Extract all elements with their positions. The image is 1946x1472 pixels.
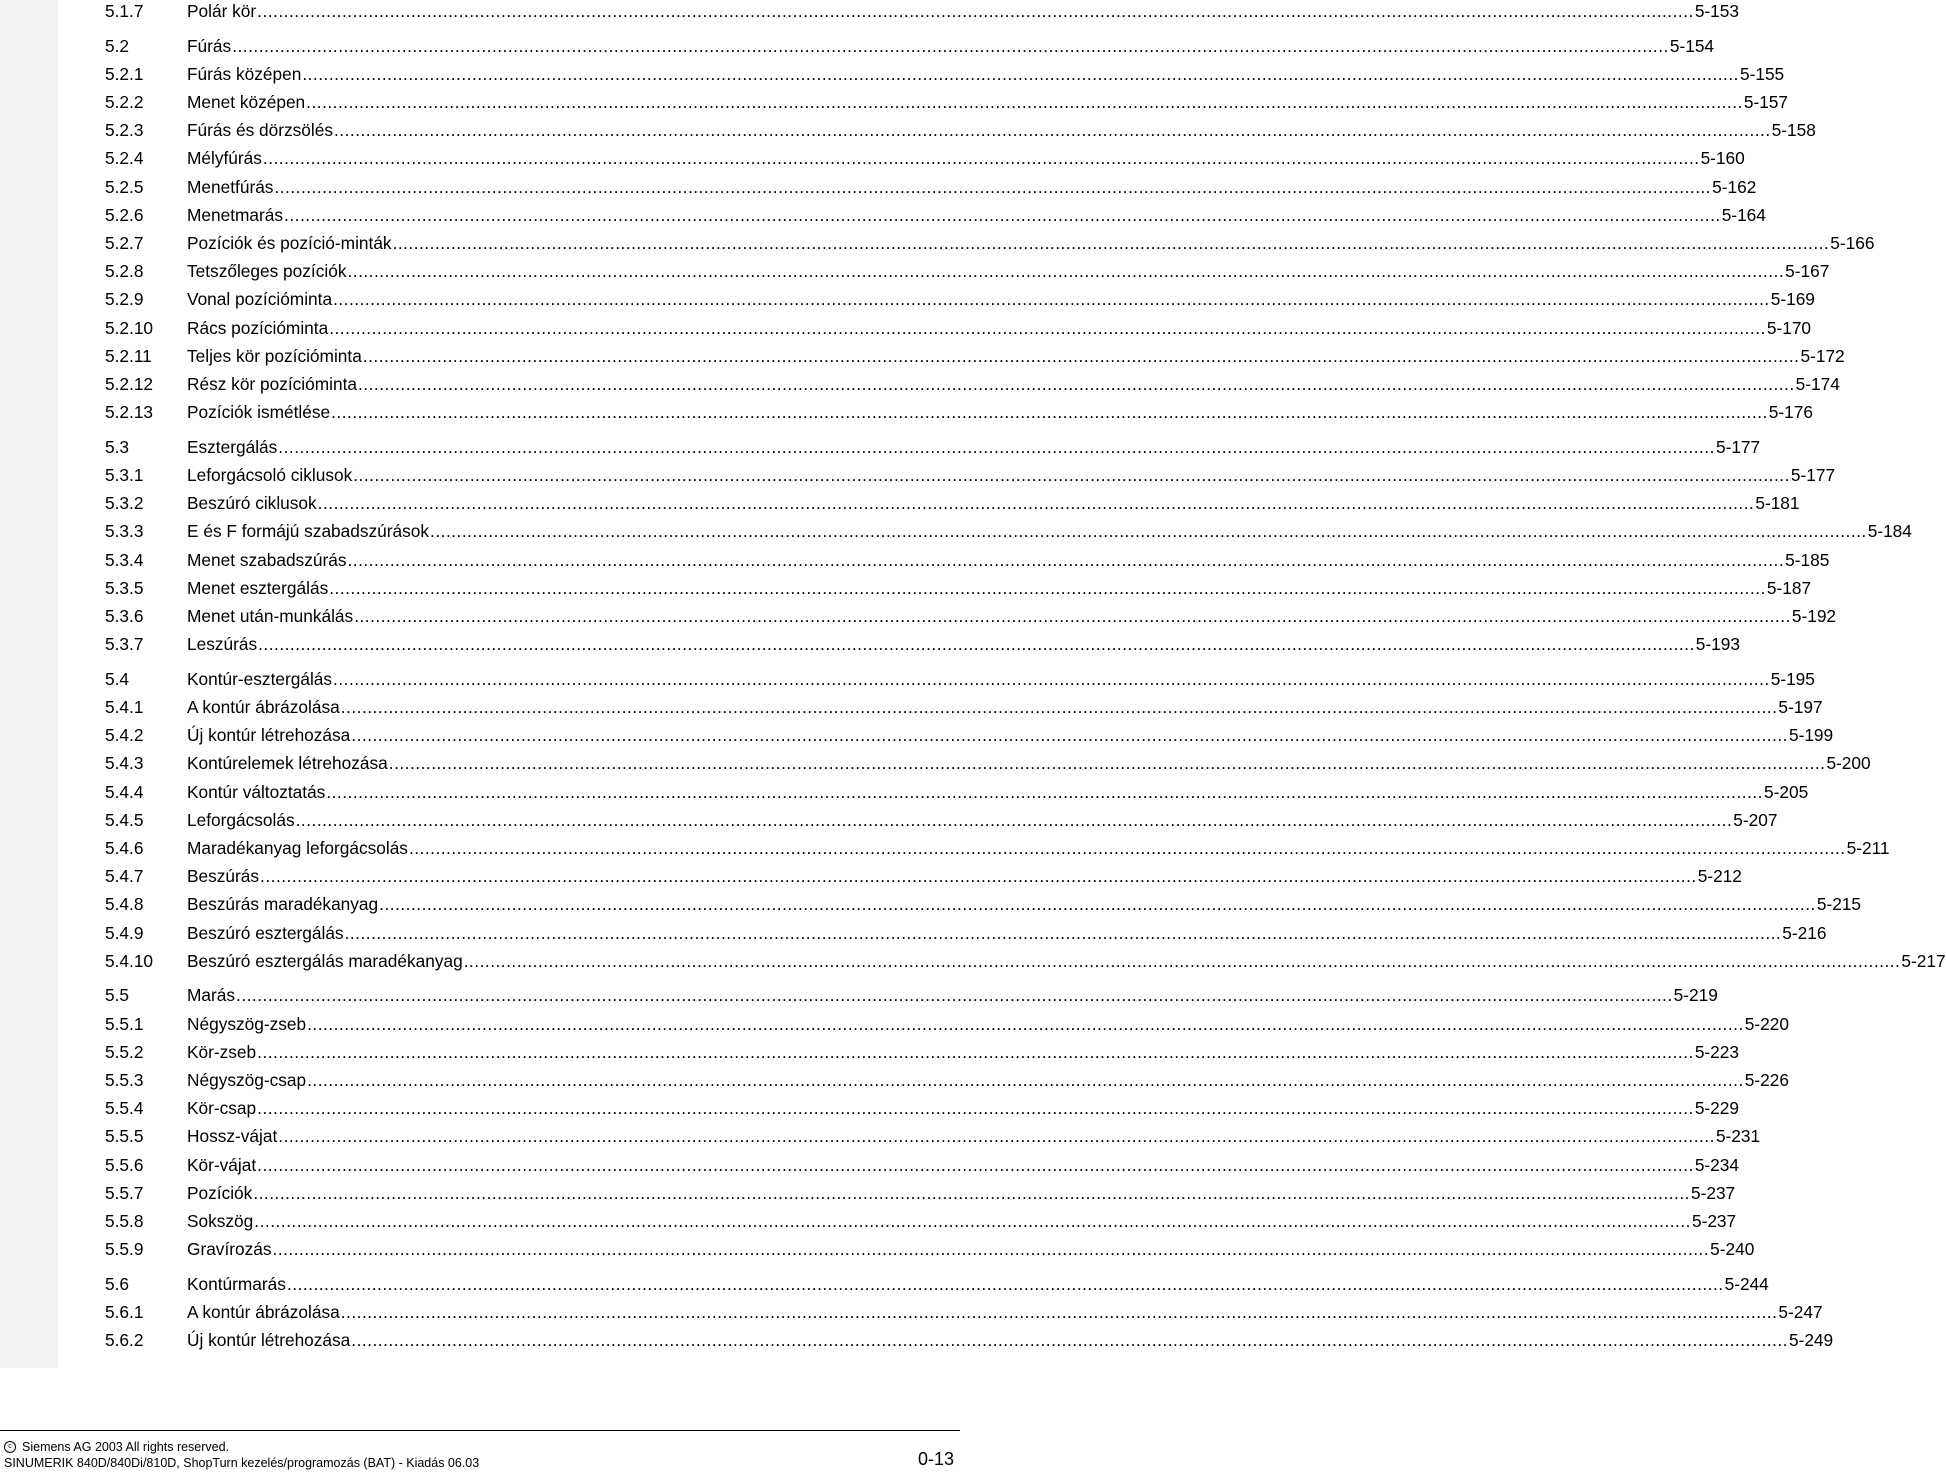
toc-entry[interactable]	[105, 985, 1718, 1013]
toc-entry[interactable]	[105, 261, 1830, 289]
toc-entry-number: 5.4	[105, 668, 130, 689]
toc-entry[interactable]	[105, 725, 1834, 753]
toc-entry-number: 5.1.7	[105, 1, 144, 21]
toc-entry-page: 5-197	[1778, 697, 1823, 717]
toc-entry-number: 5.4.2	[105, 725, 144, 746]
toc-entry-page: 5-217	[1901, 950, 1946, 971]
toc-entry-page: 5-205	[1763, 781, 1809, 802]
toc-entry-title: Leforgácsolás	[187, 809, 295, 830]
toc-entry-page: 5-231	[1715, 1126, 1761, 1147]
toc-entry-number: 5.2.3	[105, 120, 144, 141]
toc-entry[interactable]	[105, 837, 1890, 866]
toc-entry-number: 5.3.3	[105, 521, 144, 542]
toc-entry-title: Pozíciók és pozíció-minták	[187, 233, 392, 253]
toc-entry-page: 5-237	[1691, 1210, 1737, 1231]
toc-dot-leader	[358, 374, 1795, 395]
toc-entry-number: 5.6.1	[105, 1301, 144, 1322]
toc-entry[interactable]	[105, 317, 1812, 346]
toc-entry[interactable]	[105, 1, 1740, 29]
toc-entry[interactable]	[105, 521, 1912, 549]
toc-entry-number: 5.2.7	[105, 233, 144, 253]
toc-dot-leader	[257, 1, 1694, 22]
toc-entry-number: 5.3.6	[105, 605, 144, 626]
toc-entry-page: 5-155	[1739, 63, 1785, 84]
footer-copyright	[4, 1440, 229, 1454]
toc-dot-leader	[329, 318, 1766, 339]
toc-entry-number: 5.2.10	[105, 317, 154, 338]
toc-dot-leader	[302, 64, 1739, 85]
toc-entry[interactable]	[105, 1126, 1761, 1154]
footer-divider	[0, 1430, 960, 1431]
toc-entry-number: 5.4.3	[105, 753, 144, 774]
toc-dot-leader	[306, 92, 1743, 113]
toc-dot-leader	[331, 402, 1768, 423]
toc-entry-page: 5-174	[1795, 373, 1840, 394]
toc-entry-number: 5.2.11	[105, 345, 152, 366]
toc-entry-number: 5.2.12	[105, 373, 154, 394]
toc-entry[interactable]	[105, 402, 1813, 430]
toc-dot-leader	[379, 894, 1816, 915]
toc-entry-number: 5.4.7	[105, 866, 144, 887]
toc-entry-title: E és F formájú szabadszúrások	[187, 521, 430, 542]
toc-entry-title: Menet után-munkálás	[187, 605, 354, 626]
toc-entry[interactable]	[105, 1239, 1755, 1267]
toc-dot-leader	[307, 1070, 1744, 1091]
copyright-text: Siemens AG 2003 All rights reserved.	[22, 1440, 230, 1454]
toc-entry-page: 5-212	[1697, 866, 1742, 887]
toc-entry-page: 5-177	[1790, 465, 1836, 485]
toc-entry-page: 5-219	[1673, 985, 1718, 1006]
toc-entry-title: Menet esztergálás	[187, 577, 329, 598]
toc-entry[interactable]	[105, 950, 1946, 979]
toc-entry-page: 5-176	[1768, 402, 1813, 423]
toc-entry[interactable]	[105, 176, 1757, 205]
toc-dot-leader	[333, 289, 1770, 310]
toc-dot-leader	[351, 725, 1788, 746]
toc-entry-title: Leforgácsoló ciklusok	[187, 465, 353, 485]
toc-entry[interactable]	[105, 35, 1715, 64]
toc-entry[interactable]	[105, 465, 1836, 493]
toc-entry-title: Gravírozás	[187, 1239, 272, 1260]
toc-entry-number: 5.3	[105, 436, 130, 457]
toc-entry-number: 5.2	[105, 35, 130, 56]
toc-entry-number: 5.4.9	[105, 922, 144, 943]
toc-entry-page: 5-220	[1744, 1013, 1789, 1034]
toc-entry[interactable]	[105, 894, 1862, 922]
toc-dot-leader	[393, 233, 1830, 254]
toc-entry-title: Menetmarás	[187, 204, 284, 225]
toc-entry-page: 5-170	[1766, 317, 1812, 338]
toc-entry-page: 5-192	[1791, 605, 1837, 626]
toc-entry-number: 5.4.6	[105, 837, 144, 858]
toc-entry-page: 5-177	[1715, 436, 1761, 457]
toc-entry-number: 5.5.6	[105, 1154, 144, 1175]
toc-entry-number: 5.3.7	[105, 634, 144, 655]
toc-entry-page: 5-207	[1733, 809, 1778, 830]
toc-dot-leader	[307, 1014, 1744, 1035]
toc-entry-title: Kontúrmarás	[187, 1273, 286, 1294]
toc-entry[interactable]	[105, 233, 1875, 261]
toc-entry-page: 5-153	[1694, 1, 1740, 21]
toc-dot-leader	[257, 1155, 1694, 1176]
toc-entry-title: Vonal pozícióminta	[187, 289, 333, 310]
toc-entry-page: 5-247	[1778, 1301, 1823, 1322]
toc-dot-leader	[284, 205, 1721, 226]
toc-entry-page: 5-172	[1800, 345, 1845, 366]
toc-entry[interactable]	[105, 436, 1761, 465]
toc-dot-leader	[296, 810, 1733, 831]
toc-dot-leader	[341, 697, 1778, 718]
toc-entry[interactable]	[105, 289, 1815, 317]
toc-entry-page: 5-216	[1782, 922, 1827, 943]
toc-entry-page: 5-195	[1770, 668, 1815, 689]
toc-entry[interactable]	[105, 1273, 1769, 1302]
toc-entry-number: 5.2.5	[105, 176, 144, 197]
toc-entry-title: Menet középen	[187, 92, 306, 113]
toc-entry[interactable]	[105, 605, 1837, 634]
toc-entry-title: Rács pozícióminta	[187, 317, 329, 338]
toc-entry-title: Hossz-vájat	[187, 1126, 278, 1147]
toc-entry-page: 5-249	[1788, 1330, 1834, 1351]
toc-entry-title: Kontúr változtatás	[187, 781, 326, 802]
toc-entry-title: Beszúró esztergálás	[187, 922, 344, 943]
toc-entry[interactable]	[105, 634, 1740, 662]
toc-entry[interactable]	[105, 1013, 1789, 1042]
toc-entry-page: 5-157	[1743, 92, 1789, 113]
toc-entry-title: Fúrás középen	[187, 63, 302, 84]
toc-entry-number: 5.2.6	[105, 204, 144, 225]
toc-dot-leader	[345, 923, 1782, 944]
toc-entry-title: Fúrás	[187, 35, 232, 56]
toc-entry-page: 5-199	[1788, 725, 1834, 746]
toc-entry-title: Négyszög-zseb	[187, 1013, 307, 1034]
toc-dot-leader	[260, 866, 1697, 887]
toc-dot-leader	[263, 148, 1700, 169]
toc-entry-title: Menetfúrás	[187, 176, 274, 197]
toc-entry-title: Beszúró esztergálás maradékanyag	[187, 950, 463, 971]
toc-entry[interactable]	[105, 1330, 1834, 1358]
toc-entry[interactable]	[105, 345, 1845, 374]
toc-entry[interactable]	[105, 697, 1823, 725]
toc-entry-number: 5.3.1	[105, 465, 144, 485]
toc-entry-number: 5.5.7	[105, 1182, 144, 1203]
toc-entry[interactable]	[105, 781, 1809, 810]
toc-entry[interactable]	[105, 1069, 1789, 1098]
toc-entry-page: 5-244	[1724, 1273, 1769, 1294]
toc-entry[interactable]	[105, 148, 1745, 176]
toc-entry[interactable]	[105, 1041, 1740, 1070]
toc-entry-page: 5-160	[1700, 148, 1745, 169]
toc-entry[interactable]	[105, 373, 1840, 402]
toc-entry[interactable]	[105, 753, 1871, 781]
toc-entry-page: 5-237	[1690, 1182, 1736, 1203]
toc-entry-title: Kontúr-esztergálás	[187, 668, 333, 689]
toc-entry-page: 5-187	[1766, 577, 1812, 598]
toc-entry-number: 5.5.9	[105, 1239, 144, 1260]
toc-entry[interactable]	[105, 668, 1815, 697]
toc-entry-number: 5.2.4	[105, 148, 144, 169]
toc-entry-page: 5-166	[1830, 233, 1875, 253]
toc-entry-page: 5-169	[1770, 289, 1815, 310]
toc-entry-page: 5-193	[1695, 634, 1740, 655]
toc-entry[interactable]	[105, 1182, 1736, 1211]
toc-entry-number: 5.5.8	[105, 1210, 144, 1231]
toc-entry[interactable]	[105, 1301, 1823, 1330]
toc-entry-number: 5.6	[105, 1273, 130, 1294]
toc-entry-number: 5.6.2	[105, 1330, 144, 1351]
toc-entry-number: 5.4.10	[105, 950, 154, 971]
toc-entry-title: Kontúrelemek létrehozása	[187, 753, 388, 774]
toc-entry-page: 5-234	[1694, 1154, 1740, 1175]
toc-entry[interactable]	[105, 63, 1785, 92]
toc-dot-leader	[287, 1274, 1724, 1295]
toc-entry-number: 5.4.4	[105, 781, 144, 802]
toc-dot-leader	[333, 669, 1770, 690]
toc-entry[interactable]	[105, 866, 1742, 894]
toc-entry-page: 5-211	[1846, 837, 1890, 858]
toc-entry[interactable]	[105, 120, 1816, 148]
toc-entry-title: Új kontúr létrehozása	[187, 725, 351, 746]
toc-dot-leader	[236, 985, 1673, 1006]
toc-dot-leader	[257, 1042, 1694, 1063]
toc-entry-number: 5.5.2	[105, 1041, 144, 1062]
toc-entry-title: Maradékanyag leforgácsolás	[187, 837, 408, 858]
toc-entry[interactable]	[105, 577, 1812, 606]
toc-dot-leader	[326, 782, 1763, 803]
toc-entry-page: 5-184	[1867, 521, 1912, 542]
toc-entry[interactable]	[105, 1098, 1740, 1126]
toc-entry[interactable]	[105, 493, 1800, 521]
toc-dot-leader	[347, 550, 1784, 571]
toc-entry-title: Mélyfúrás	[187, 148, 262, 169]
page-number: 0-13	[917, 1449, 954, 1469]
toc-entry-page: 5-200	[1826, 753, 1871, 774]
toc-entry[interactable]	[105, 922, 1827, 951]
toc-entry-title: Pozíciók ismétlése	[187, 402, 331, 423]
toc-entry-title: Sokszög	[187, 1210, 254, 1231]
toc-entry[interactable]	[105, 549, 1830, 578]
toc-dot-leader	[341, 1302, 1778, 1323]
toc-dot-leader	[347, 261, 1784, 282]
side-margin-bar	[0, 0, 58, 1368]
toc-entry-title: A kontúr ábrázolása	[187, 1301, 340, 1322]
copyright-icon: c	[4, 1441, 16, 1453]
toc-entry-page: 5-240	[1710, 1239, 1755, 1260]
toc-entry-title: Új kontúr létrehozása	[187, 1330, 351, 1351]
manual-title: SINUMERIK 840D/840Di/810D, ShopTurn kezelés/programozás (BAT) - Kiadás 06.03	[4, 1456, 480, 1470]
toc-entry[interactable]	[105, 1210, 1737, 1239]
toc-dot-leader	[354, 606, 1791, 627]
toc-dot-leader	[389, 753, 1826, 774]
toc-entry[interactable]	[105, 204, 1766, 233]
toc-entry-number: 5.3.4	[105, 549, 144, 570]
toc-entry-number: 5.4.5	[105, 809, 144, 830]
toc-entry-title: Beszúró ciklusok	[187, 493, 317, 514]
toc-entry-page: 5-167	[1785, 261, 1830, 282]
toc-entry-page: 5-185	[1785, 549, 1830, 570]
toc-entry-title: Kör-vájat	[187, 1154, 257, 1175]
toc-entry-number: 5.3.5	[105, 577, 144, 598]
toc-entry-number: 5.5.4	[105, 1098, 144, 1119]
toc-dot-leader	[318, 493, 1755, 514]
toc-entry-title: Marás	[187, 985, 236, 1006]
toc-dot-leader	[363, 346, 1800, 367]
toc-dot-leader	[351, 1330, 1788, 1351]
toc-entry-number: 5.2.1	[105, 63, 144, 84]
toc-dot-leader	[409, 838, 1846, 859]
toc-dot-leader	[257, 1098, 1694, 1119]
toc-entry-number: 5.4.8	[105, 894, 144, 915]
toc-entry-title: Fúrás és dörzsölés	[187, 120, 333, 141]
toc-entry-number: 5.2.8	[105, 261, 144, 282]
toc-entry-title: Menet szabadszúrás	[187, 549, 347, 570]
toc-entry-number: 5.3.2	[105, 493, 144, 514]
toc-dot-leader	[273, 1239, 1710, 1260]
toc-entry-number: 5.2.2	[105, 92, 144, 113]
toc-entry-number: 5.5.1	[105, 1013, 144, 1034]
toc-entry-page: 5-162	[1712, 176, 1757, 197]
toc-entry-page: 5-215	[1816, 894, 1862, 915]
toc-dot-leader	[254, 1211, 1691, 1232]
toc-entry-number: 5.2.13	[105, 402, 154, 423]
toc-entry-title: Pozíciók	[187, 1182, 253, 1203]
toc-dot-leader	[464, 951, 1901, 972]
toc-dot-leader	[232, 36, 1669, 57]
toc-entry-number: 5.5	[105, 985, 130, 1006]
toc-entry-title: Tetszőleges pozíciók	[187, 261, 347, 282]
toc-dot-leader	[353, 465, 1790, 486]
toc-entry-title: Kör-zseb	[187, 1041, 257, 1062]
toc-dot-leader	[334, 120, 1771, 141]
toc-entry-page: 5-181	[1755, 493, 1800, 514]
toc-entry-number: 5.2.9	[105, 289, 144, 310]
toc-entry-title: Kör-csap	[187, 1098, 257, 1119]
toc-entry-title: Leszúrás	[187, 634, 258, 655]
toc-entry-title: Polár kör	[187, 1, 257, 21]
toc-entry-title: Rész kör pozícióminta	[187, 373, 357, 394]
toc-entry-page: 5-158	[1771, 120, 1816, 141]
toc-entry-page: 5-226	[1744, 1069, 1789, 1090]
toc-entry-number: 5.5.3	[105, 1069, 144, 1090]
toc-dot-leader	[278, 437, 1715, 458]
toc-entry-page: 5-223	[1694, 1041, 1740, 1062]
toc-entry-page: 5-164	[1721, 204, 1766, 225]
toc-entry-number: 5.5.5	[105, 1126, 144, 1147]
toc-dot-leader	[278, 1126, 1715, 1147]
toc-entry-page: 5-229	[1694, 1098, 1740, 1119]
toc-entry-number: 5.4.1	[105, 697, 144, 717]
toc-dot-leader	[274, 177, 1711, 198]
toc-entry-title: Négyszög-csap	[187, 1069, 307, 1090]
toc-entry-title: Esztergálás	[187, 436, 278, 457]
toc-entry[interactable]	[105, 92, 1789, 120]
toc-dot-leader	[258, 634, 1695, 655]
toc-dot-leader	[430, 521, 1867, 542]
toc-entry[interactable]	[105, 1154, 1740, 1183]
table-of-contents	[105, 1, 1946, 1358]
toc-entry-page: 5-154	[1669, 35, 1715, 56]
toc-entry-title: Beszúrás	[187, 866, 260, 887]
toc-entry-title: Teljes kör pozícióminta	[187, 345, 362, 366]
toc-dot-leader	[253, 1183, 1690, 1204]
toc-dot-leader	[329, 578, 1766, 599]
toc-entry[interactable]	[105, 809, 1778, 838]
toc-entry-title: Beszúrás maradékanyag	[187, 894, 379, 915]
toc-entry-title: A kontúr ábrázolása	[187, 697, 340, 717]
